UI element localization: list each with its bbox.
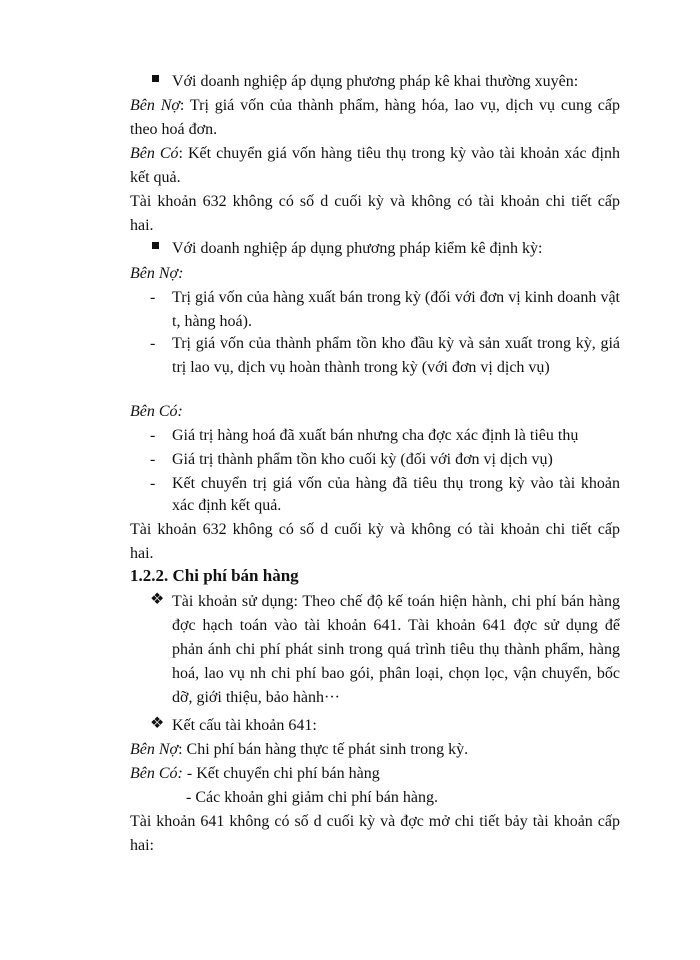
credit-line-1	[130, 142, 620, 166]
debit-line-1	[130, 94, 620, 118]
dash-bullet: -	[150, 427, 156, 444]
star-item-1-line-2: đợc hạch toán vào tài khoản 641. Tài khoản 641 đợc sử dụng để	[172, 617, 620, 634]
credit-item-2: Giá trị thành phẩm tồn kho cuối kỳ (đối với đơn vị dịch vụ)	[172, 451, 553, 468]
debit-line-2: theo hoá đơn.	[130, 121, 218, 138]
star-item-1-line-3: phản ánh chi phí phát sinh trong quá trình tiêu thụ thành phẩm, hàng	[172, 641, 620, 658]
credit-item-3-line-1: Kết chuyển trị giá vốn của hàng đã tiêu thụ trong kỳ vào tài khoản	[172, 475, 620, 492]
account-note-line-2: hai.	[130, 217, 154, 234]
dash-bullet: -	[150, 289, 156, 306]
star-item-1-line-4: hoá, lao vụ nh chi phí bao gói, phân loại, chọn lọc, vận chuyển, bốc	[172, 665, 620, 682]
credit-label: Bên Có	[130, 145, 179, 162]
debit-item-2-line-1: Trị giá vốn của thành phẩm tồn kho đầu kỳ và sản xuất trong kỳ, giá	[172, 335, 620, 352]
star-item-1-line-5: dỡ, giới thiệu, bảo hành···	[172, 689, 340, 706]
credit-label-2: Bên Có:	[130, 403, 183, 420]
credit-item-3-line-2: xác định kết quả.	[172, 497, 282, 514]
debit-item-1-line-2: t, hàng hoá).	[172, 313, 252, 330]
credit-item-1: Giá trị hàng hoá đã xuất bán nhưng cha đợc xác định là tiêu thụ	[172, 427, 579, 444]
debit-text: : Trị giá vốn của thành phẩm, hàng hóa, lao vụ, dịch vụ cung cấp	[179, 97, 620, 114]
diamond-star-icon: ❖	[150, 715, 165, 732]
account-note-3-line-1: Tài khoản 641 không có số d cuối kỳ và đợc mở chi tiết bảy tài khoản cấp	[130, 813, 620, 830]
debit-line-3	[130, 738, 468, 762]
debit-label-2: Bên Nợ:	[130, 265, 184, 282]
debit-label: Bên Nợ	[130, 97, 180, 114]
bullet-heading-1: Với doanh nghiệp áp dụng phương pháp kê khai thường xuyên:	[172, 73, 579, 90]
debit-item-1-line-1: Trị giá vốn của hàng xuất bán trong kỳ (đối với đơn vị kinh doanh vật	[172, 289, 620, 306]
star-item-2: Kết cấu tài khoản 641:	[172, 717, 317, 734]
square-bullet-icon	[152, 75, 159, 82]
credit-label-3: Bên Có:	[130, 765, 183, 782]
credit-text: : Kết chuyển giá vốn hàng tiêu thụ trong kỳ vào tài khoản xác định	[178, 145, 620, 162]
diamond-star-icon: ❖	[150, 591, 165, 608]
account-note-3-line-2: hai:	[130, 837, 154, 854]
credit-line-2: kết quả.	[130, 169, 181, 186]
dash-bullet: -	[150, 451, 156, 468]
star-item-1-line-1: Tài khoản sử dụng: Theo chế độ kế toán hiện hành, chi phí bán hàng	[172, 593, 620, 610]
dash-bullet: -	[150, 475, 156, 492]
dash-bullet: -	[150, 335, 156, 352]
credit-line-3	[130, 762, 380, 786]
account-note-line-1: Tài khoản 632 không có số d cuối kỳ và không có tài khoản chi tiết cấp	[130, 193, 620, 210]
debit-text-3: : Chi phí bán hàng thực tế phát sinh trong kỳ.	[178, 741, 469, 758]
debit-item-2-line-2: trị lao vụ, dịch vụ hoàn thành trong kỳ (với đơn vị dịch vụ)	[172, 359, 550, 376]
square-bullet-icon	[152, 242, 159, 249]
account-note-2-line-1: Tài khoản 632 không có số d cuối kỳ và không có tài khoản chi tiết cấp	[130, 521, 620, 538]
credit-line-3b: - Các khoản ghi giảm chi phí bán hàng.	[186, 789, 438, 806]
section-heading: 1.2.2. Chi phí bán hàng	[130, 566, 299, 585]
account-note-2-line-2: hai.	[130, 545, 154, 562]
bullet-heading-2: Với doanh nghiệp áp dụng phương pháp kiểm kê định kỳ:	[172, 240, 543, 257]
debit-label-3: Bên Nợ	[130, 741, 179, 758]
credit-text-3: - Kết chuyển chi phí bán hàng	[182, 765, 380, 782]
